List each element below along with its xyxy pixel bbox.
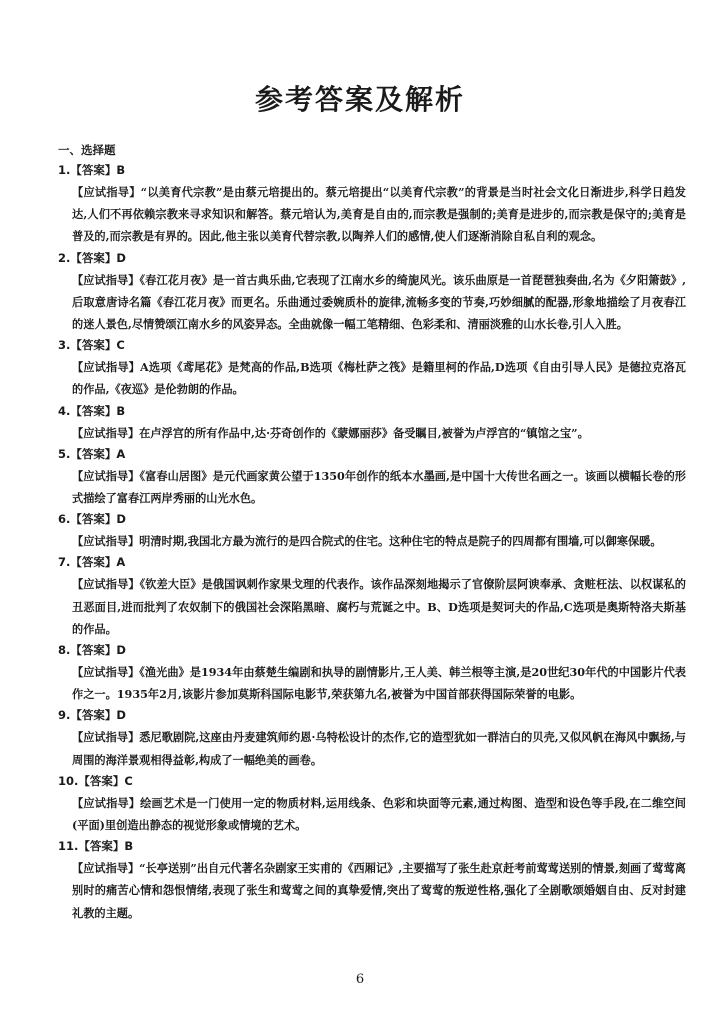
guide-text [58,857,686,924]
question-item [58,705,686,770]
answer-line: 9.【答案】D [58,708,126,723]
answer-line: 1.【答案】B [58,163,126,177]
answer-line: 4.【答案】B [58,403,126,418]
guide-text [58,422,686,444]
guide-text [58,269,686,336]
page-title: 参考答案及解析 [254,83,465,116]
answer-line: 10.【答案】C [58,773,133,788]
question-item [58,552,686,640]
guide-text [58,181,686,248]
question-item [58,335,686,400]
guide-paragraph: 【应试指导】悉尼歌剧院,这座由丹麦建筑师约恩·乌特松设计的杰作,它的造型犹如一群洁白的贝壳,又似风帆在海风中飘扬,与周围的海洋景观相得益彰,构成了一幅绝美的画卷。 [72,730,686,767]
question-item [58,836,686,924]
answer-line: 5.【答案】A [58,446,126,461]
answer-content [58,140,686,924]
question-item [58,444,686,509]
guide-paragraph: 【应试指导】《钦差大臣》是俄国讽刺作家果戈理的代表作。该作品深刻地揭示了官僚阶层阿谀奉承、贪赃枉法、以权谋私的丑恶面目,进而批判了农奴制下的俄国社会深陷黑暗、腐朽与荒诞之中。B、D选项是契诃夫的作品,C选项是奥斯特洛夫斯基的作品。 [72,577,686,636]
question-item [58,401,686,444]
answer-line: 3.【答案】C [58,338,125,353]
guide-paragraph: 【应试指导】明清时期,我国北方最为流行的是四合院式的住宅。这种住宅的特点是院子的四周都有围墙,可以御寒保暖。 [72,534,662,549]
guide-paragraph: 【应试指导】《渔光曲》是1934年由蔡楚生编剧和执导的剧情影片,王人美、韩兰根等主演,是20世纪30年代的中国影片代表作之一。1935年2月,该影片参加莫斯科国际电影节,荣获第九名,被誉为中国首部获得国际荣誉的电影。 [72,665,686,702]
guide-paragraph: 【应试指导】《春江花月夜》是一首古典乐曲,它表现了江南水乡的绮旎风光。该乐曲原是一首琵琶独奏曲,名为《夕阳箫鼓》,后取意唐诗名篇《春江花月夜》而更名。乐曲通过委婉质朴的旋律,流畅多变的节奏,巧妙细腻的配器,形象地描绘了月夜春江的迷人景色,尽情赞颂江南水乡的风姿异态。全曲就像一幅工笔精细、色彩柔和、清丽淡雅的山水长卷,引人入胜。 [72,272,686,332]
answer-line: 2.【答案】D [58,250,126,265]
guide-paragraph: 【应试指导】在卢浮宫的所有作品中,达·芬奇创作的《蒙娜丽莎》备受瞩目,被誉为卢浮宫的“镇馆之宝”。 [72,425,589,440]
question-item [58,640,686,705]
answer-line: 8.【答案】D [58,643,126,658]
answer-line: 6.【答案】D [58,512,126,527]
guide-paragraph: 【应试指导】“以美育代宗教”是由蔡元培提出的。蔡元培提出“以美育代宗教”的背景是当时社会文化日渐进步,科学日趋发达,人们不再依赖宗教来寻求知识和解答。蔡元培认为,美育是自由的,而宗教是强制的;美育是进步的,而宗教是保守的;美育是普及的,而宗教是有界的。因此,他主张以美育代替宗教,以陶养人们的感情,使人们逐渐消除自私自利的观念。 [72,185,686,244]
question-item [58,509,686,552]
guide-text [58,661,686,705]
guide-paragraph: 【应试指导】《富春山居图》是元代画家黄公望于1350年创作的纸本水墨画,是中国十大传世名画之一。该画以横幅长卷的形式描绘了富春江两岸秀丽的山光水色。 [72,468,686,506]
answer-line: 7.【答案】A [58,555,126,570]
question-item [58,160,686,248]
section-title: 一、选择题 [58,143,116,157]
question-item [58,771,686,836]
guide-text [58,356,686,400]
guide-text [58,792,686,836]
question-item [58,248,686,336]
guide-text [58,726,686,770]
answer-line: 11.【答案】B [58,839,134,854]
guide-paragraph: 【应试指导】绘画艺术是一门使用一定的物质材料,运用线条、色彩和块面等元素,通过构图、造型和设色等手段,在二维空间(平面)里创造出静态的视觉形象或情境的艺术。 [72,795,686,833]
page-number: 6 [355,972,365,987]
guide-text [58,530,686,552]
guide-text [58,573,686,640]
guide-paragraph: 【应试指导】“长亭送别”出自元代著名杂剧家王实甫的《西厢记》,主要描写了张生赴京赶考前莺莺送别的情景,刻画了莺莺离别时的痛苦心情和怨恨情绪,表现了张生和莺莺之间的真挚爱情,突出了莺莺的叛逆性格,强化了全剧歌颂婚姻自由、反对封建礼教的主题。 [72,861,686,920]
guide-paragraph: 【应试指导】A选项《鸢尾花》是梵高的作品,B选项《梅杜萨之筏》是籍里柯的作品,D选项《自由引导人民》是德拉克洛瓦的作品,《夜巡》是伦勃朗的作品。 [72,360,686,397]
guide-text [58,465,686,509]
